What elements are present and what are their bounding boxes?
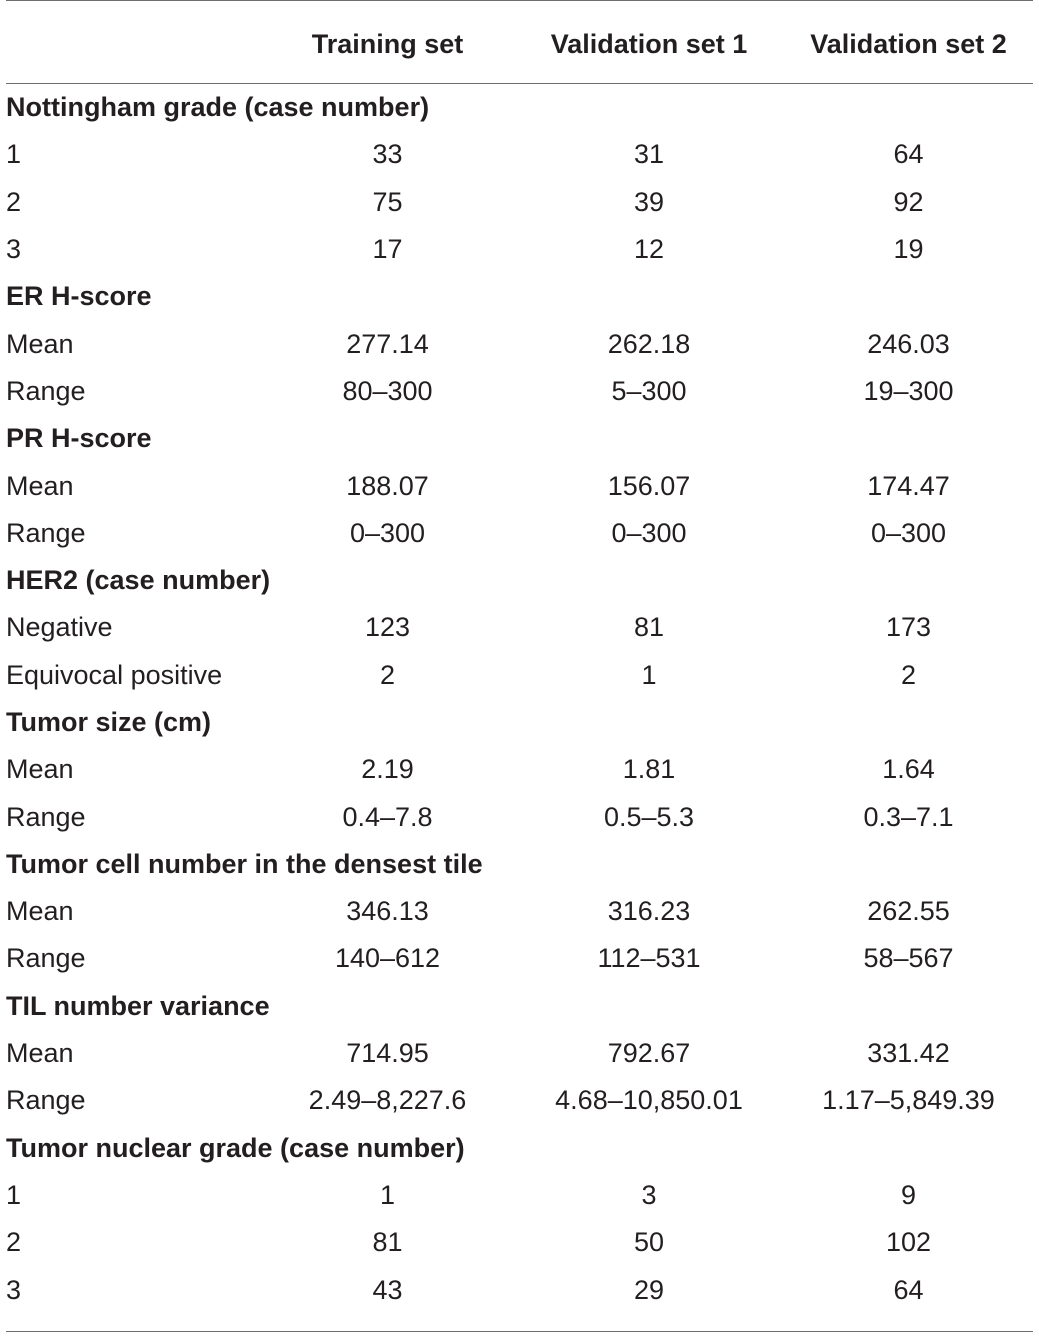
row-label: 3 [6,1274,22,1305]
table-row [6,1030,1033,1077]
validation-set-1-cell: 29 [633,1274,665,1305]
validation-set-2-cell: 246.03 [867,328,950,359]
row-label: Mean [6,328,74,359]
validation-set-2-cell: 331.42 [867,1038,950,1069]
table-row [6,510,1033,557]
table-row [6,179,1033,226]
section-title: Tumor cell number in the densest tile [6,848,483,879]
table-header-row [6,0,1033,84]
validation-set-1-cell: 316.23 [607,896,691,927]
training-set-cell: 346.13 [346,896,429,927]
training-set-cell: 2 [379,659,396,690]
training-set-cell: 188.07 [346,470,429,501]
training-set-cell: 80–300 [342,375,433,406]
section-title: TIL number variance [6,990,270,1021]
training-set-cell: 33 [372,139,403,170]
training-set-cell: 714.95 [346,1038,429,1069]
section-header-row [6,841,1033,888]
table-row [6,368,1033,415]
table-row [6,746,1033,793]
training-set-cell: 81 [372,1227,403,1258]
table-row [6,652,1033,699]
validation-set-2-cell: 64 [893,139,924,170]
validation-set-2-cell: 2 [900,659,917,690]
row-label: Range [6,517,86,548]
validation-set-2-cell: 102 [885,1227,932,1258]
table-row [6,793,1033,840]
row-label: 1 [6,1179,22,1210]
table-row [6,888,1033,935]
section-header-row [6,1125,1033,1172]
training-set-cell: 277.14 [346,328,429,359]
validation-set-2-cell: 19–300 [863,375,954,406]
table-row [6,226,1033,273]
row-label: Mean [6,470,74,501]
row-label: Equivocal positive [6,659,223,690]
section-header-row [6,699,1033,746]
table-row [6,604,1033,651]
section-title: ER H-score [6,281,152,312]
table-row [6,1266,1033,1313]
row-label: Range [6,801,86,832]
validation-set-1-cell: 1 [641,659,657,690]
section-header-row [6,84,1033,132]
section-title: HER2 (case number) [6,565,271,596]
section-title: Tumor nuclear grade (case number) [6,1132,465,1163]
validation-set-1-cell: 31 [633,139,665,170]
training-set-cell: 1 [379,1179,396,1210]
validation-set-2-cell: 0.3–7.1 [863,801,954,832]
validation-set-1-cell: 3 [641,1179,657,1210]
validation-set-1-cell: 81 [633,612,665,643]
row-label: 3 [6,234,22,265]
training-set-cell: 123 [364,612,411,643]
table-row [6,131,1033,178]
training-set-cell: 2.19 [361,754,414,785]
validation-set-1-cell: 1.81 [622,754,676,785]
training-set-cell: 17 [372,234,403,265]
validation-set-1-cell: 5–300 [611,375,687,406]
row-label: 2 [6,186,22,217]
validation-set-1-cell: 4.68–10,850.01 [555,1085,743,1116]
section-header-row [6,415,1033,462]
row-label: Range [6,1085,86,1116]
row-label: 2 [6,1227,22,1258]
table-body [6,84,1033,1314]
section-header-row [6,983,1033,1030]
table-row [6,1219,1033,1266]
validation-set-2-cell: 64 [893,1274,924,1305]
validation-set-1-cell: 0–300 [611,517,687,548]
row-label: 1 [6,139,22,170]
row-label: Range [6,943,86,974]
row-label: Mean [6,754,74,785]
header-training-set: Training set [311,28,464,59]
row-label: Mean [6,1038,74,1069]
section-title: Nottingham grade (case number) [6,92,430,123]
section-title: Tumor size (cm) [6,707,212,737]
validation-set-2-cell: 262.55 [867,896,950,927]
validation-set-2-cell: 9 [900,1179,917,1210]
row-label: Negative [6,612,113,643]
characteristics-table [6,0,1033,1314]
table-row [6,320,1033,367]
training-set-cell: 43 [372,1274,403,1305]
validation-set-2-cell: 173 [885,612,932,643]
validation-set-1-cell: 0.5–5.3 [603,801,695,832]
table-row [6,935,1033,982]
validation-set-1-cell: 50 [633,1227,665,1258]
validation-set-2-cell: 1.64 [882,754,935,785]
row-label: Range [6,375,86,406]
validation-set-2-cell: 1.17–5,849.39 [822,1085,995,1116]
section-header-row [6,557,1033,604]
validation-set-1-cell: 262.18 [607,328,691,359]
validation-set-2-cell: 0–300 [870,517,947,548]
validation-set-2-cell: 92 [893,186,924,217]
validation-set-1-cell: 39 [633,186,665,217]
section-header-row [6,273,1033,320]
validation-set-2-cell: 174.47 [867,470,950,501]
validation-set-1-cell: 156.07 [607,470,691,501]
training-set-cell: 140–612 [334,943,441,974]
table-bottom-rule [6,1331,1033,1332]
header-validation-set-2: Validation set 2 [810,28,1007,59]
table-row [6,1172,1033,1219]
training-set-cell: 0.4–7.8 [342,801,433,832]
validation-set-2-cell: 19 [893,234,924,265]
table-row [6,1077,1033,1124]
validation-set-1-cell: 12 [633,234,665,265]
training-set-cell: 0–300 [349,517,426,548]
section-title: PR H-score [6,423,152,454]
header-validation-set-1: Validation set 1 [550,28,748,59]
validation-set-1-cell: 792.67 [607,1038,691,1069]
table-row [6,462,1033,509]
validation-set-2-cell: 58–567 [863,943,954,974]
row-label: Mean [6,896,74,927]
validation-set-1-cell: 112–531 [597,943,701,974]
training-set-cell: 2.49–8,227.6 [308,1085,467,1116]
training-set-cell: 75 [372,186,403,217]
header-stub [6,0,261,84]
